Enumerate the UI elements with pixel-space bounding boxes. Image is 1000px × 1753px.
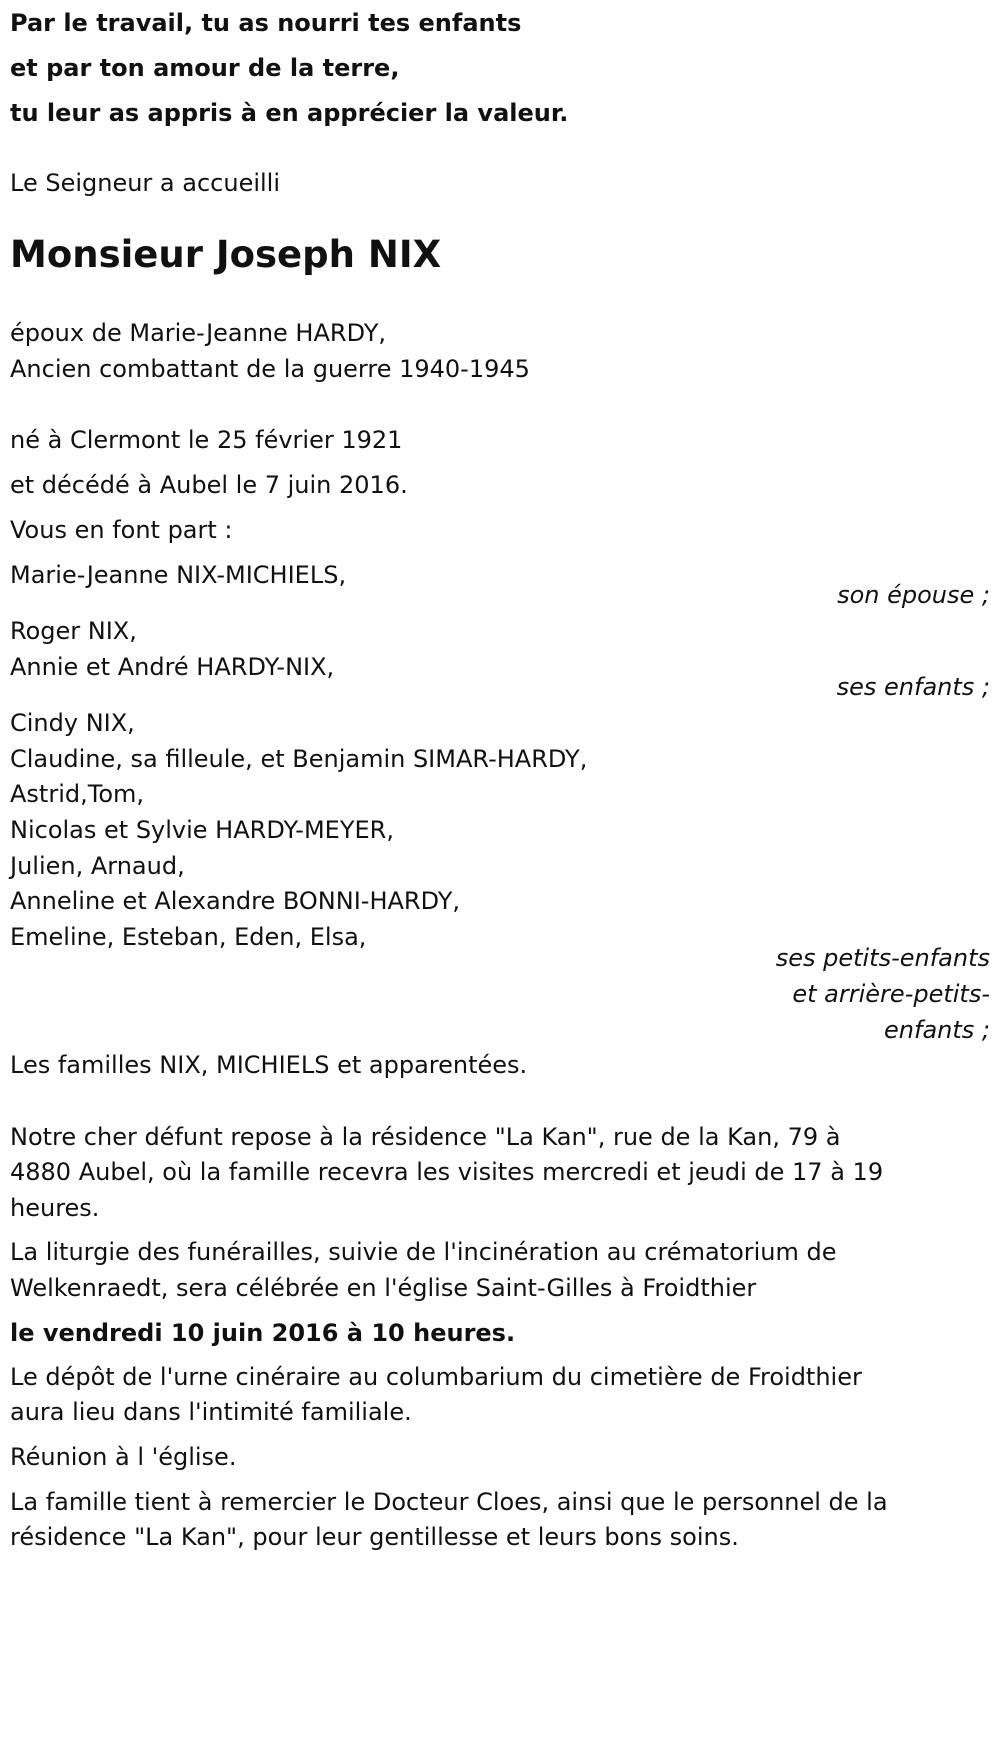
liturgy-line: La liturgie des funérailles, suivie de l'incinération au crématorium de — [10, 1238, 837, 1266]
grandchildren-role: et arrière-petits- — [792, 980, 990, 1008]
death-line: et décédé à Aubel le 7 juin 2016. — [10, 471, 408, 499]
child-name: Annie et André HARDY-NIX, — [10, 653, 335, 681]
announce-line: Vous en font part : — [10, 516, 233, 544]
families-line: Les familles NIX, MICHIELS et apparentées. — [10, 1051, 528, 1079]
grandchild-name: Emeline, Esteban, Eden, Elsa, — [10, 923, 367, 951]
grandchild-name: Anneline et Alexandre BONNI-HARDY, — [10, 887, 461, 915]
grandchild-name: Nicolas et Sylvie HARDY-MEYER, — [10, 816, 394, 844]
deceased-name: Monsieur Joseph NIX — [10, 233, 442, 276]
detail-veteran: Ancien combattant de la guerre 1940-1945 — [10, 355, 530, 383]
grandchildren-role: enfants ; — [884, 1016, 990, 1044]
grandchildren-role: ses petits-enfants — [775, 944, 990, 972]
intro-text: Le Seigneur a accueilli — [10, 169, 281, 197]
urn-line: aura lieu dans l'intimité familiale. — [10, 1398, 412, 1426]
meeting-line: Réunion à l 'église. — [10, 1443, 237, 1471]
visit-line: Notre cher défunt repose à la résidence "La Kan", rue de la Kan, 79 à — [10, 1123, 841, 1151]
spouse-name: Marie-Jeanne NIX-MICHIELS, — [10, 561, 347, 589]
grandchild-name: Cindy NIX, — [10, 709, 135, 737]
detail-spouse: époux de Marie-Jeanne HARDY, — [10, 319, 387, 347]
epitaph-line-1: Par le travail, tu as nourri tes enfants — [10, 9, 522, 37]
liturgy-line: Welkenraedt, sera célébrée en l'église Saint-Gilles à Froidthier — [10, 1274, 757, 1302]
epitaph-line-2: et par ton amour de la terre, — [10, 54, 400, 82]
thanks-line: résidence "La Kan", pour leur gentillesse et leurs bons soins. — [10, 1523, 739, 1551]
grandchild-name: Julien, Arnaud, — [10, 852, 185, 880]
funeral-date: le vendredi 10 juin 2016 à 10 heures. — [10, 1319, 516, 1347]
spouse-role: son épouse ; — [837, 581, 990, 609]
epitaph-line-3: tu leur as appris à en apprécier la valeur. — [10, 99, 569, 127]
thanks-line: La famille tient à remercier le Docteur Cloes, ainsi que le personnel de la — [10, 1488, 888, 1516]
grandchild-name: Astrid,Tom, — [10, 780, 145, 808]
children-role: ses enfants ; — [836, 673, 990, 701]
visit-line: 4880 Aubel, où la famille recevra les visites mercredi et jeudi de 17 à 19 — [10, 1158, 884, 1186]
urn-line: Le dépôt de l'urne cinéraire au columbarium du cimetière de Froidthier — [10, 1363, 862, 1391]
visit-line: heures. — [10, 1194, 100, 1222]
grandchild-name: Claudine, sa filleule, et Benjamin SIMAR-HARDY, — [10, 745, 588, 773]
child-name: Roger NIX, — [10, 617, 137, 645]
birth-line: né à Clermont le 25 février 1921 — [10, 426, 403, 454]
